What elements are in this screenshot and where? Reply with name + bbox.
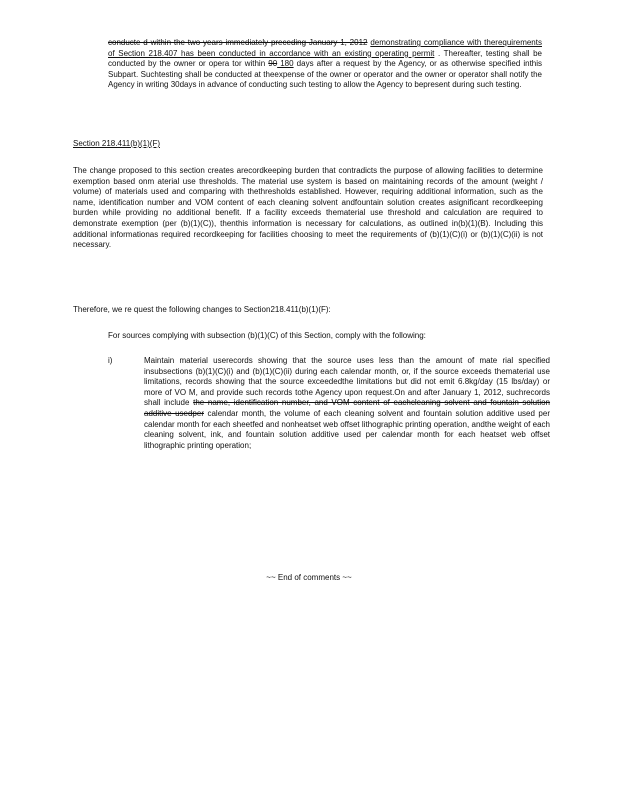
paragraph-testing [108,38,542,91]
list-item [144,356,550,451]
paragraph-sources [108,331,542,342]
section-heading: Section 218.411(b)(1)(F) [73,139,160,148]
inserted-underlined-text: demonstrating compliance with therequirements of Section 218.407 has been conducted in accordance with an existing operating permit [108,38,542,58]
list-item-text: calendar month, the volume of each cleaning solvent and fountain solution additive used per calendar month for each sheetfed and nonheatset web offset lithographic printing operation, andthe weight of each cleaning solvent, ink, and fountain solution additive used per calendar month for each heatset web offset lithographic printing operation; [144,408,550,450]
struck-underlined-text: conducte d within the two years immediately preceding January 1, 2012 [108,38,368,47]
deleted-text: 90 [268,59,278,69]
inserted-text: 180 [277,59,294,69]
paragraph-text: For sources complying with subsection (b)(1)(C) of this Section, comply with the following: [108,331,426,340]
end-of-comments: ~~ End of comments ~~ [266,573,352,582]
deleted-text: the name, identification number, and VOM content of eachcleaning solvent and fountain solution additive usedper [144,398,551,418]
paragraph-text: . Thereafter, testing shall be conducted by the owner or opera tor within [108,48,542,69]
paragraph-text: days after a request by the Agency, or as otherwise specified inthis Subpart. Suchtesting shall be conducted at theexpense of the owner or operator and the owner or operator shall notify the Agency in writing 30days in advance of conducting such testing to allow the Agency to bepresent during such testing. [108,59,543,90]
paragraph-request [73,305,543,316]
list-item-number: i) [108,356,113,365]
paragraph-text: Therefore, we re quest the following changes to Section218.411(b)(1)(F): [73,305,331,314]
list-item-text: Maintain material userecords showing that the source uses less than the amount of mate rial specified insubsections (b)(1)(C)(i) and (b)(1)(C)(ii) during each calendar month, or, if the source exceeds thematerial use limitations, records showing that the source exceededthe limitations but did not emit 6.8kg/day (15 lbs/day) or more of VO M, and provide such records tothe Agency upon request.On and after January 1, 2012, suchrecords shall include [144,356,550,408]
paragraph-text: The change proposed to this section creates arecordkeeping burden that contradicts the purpose of allowing facilities to determine exemption based onm aterial use thresholds. The material use system is based on maintaining records of the amount (weight / volume) of materials used and comparing with thethresholds established. However, requiring additional information, such as the name, identification number and VOM content of each cleaning solvent andfountain solution creates asignificant recordkeeping burden while providing no additional benefit. If a facility exceeds thematerial use threshold and calculation are required to demonstrate exemption (per (b)(1)(C)), thenthis information is necessary for calculations, as outlined in(b)(1)(B). Including this additional informationas required recordkeeping for facilities choosing to meet the requirements of (b)(1)(C)(i) or (b)(1)(C)(ii) is not necessary. [73,166,543,250]
paragraph-comment [73,166,543,251]
